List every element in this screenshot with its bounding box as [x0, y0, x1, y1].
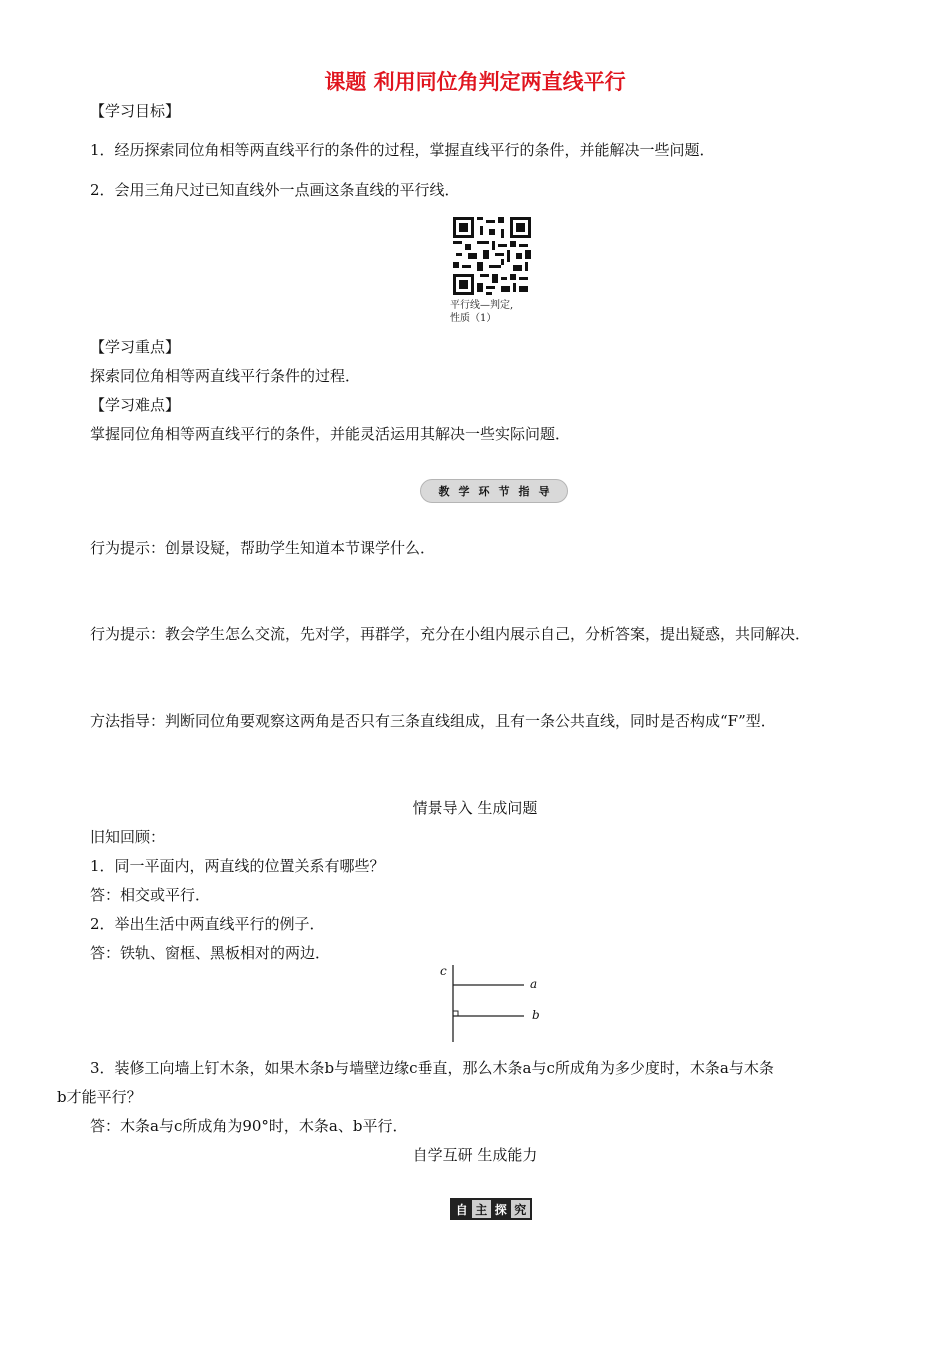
question-1: 1．同一平面内，两直线的位置关系有哪些？ [90, 857, 385, 875]
review-label: 旧知回顾： [90, 828, 166, 846]
key-points-heading: 【学习重点】 [90, 338, 181, 356]
answer-1: 答：相交或平行． [90, 886, 211, 904]
banner-char-1: 自 [452, 1200, 472, 1218]
label-b: b [532, 1008, 540, 1022]
banner-char-4: 究 [511, 1200, 531, 1218]
difficulties-text: 掌握同位角相等两直线平行的条件，并能灵活运用其解决一些实际问题． [90, 425, 571, 443]
qr-code-icon[interactable] [453, 217, 531, 295]
qr-caption-line1: 平行线—判定, [450, 300, 514, 311]
teaching-guide-banner [420, 479, 568, 503]
label-c: c [440, 964, 447, 978]
answer-2: 答：铁轨、窗框、黑板相对的两边． [90, 944, 331, 962]
banner-char-3: 探 [491, 1200, 511, 1218]
label-a: a [530, 977, 538, 991]
key-points-text: 探索同位角相等两直线平行条件的过程． [90, 367, 361, 385]
answer-3: 答：木条a与c所成角为90°时，木条a、b平行． [90, 1117, 408, 1135]
wall-strips-diagram [436, 962, 548, 1044]
goal-item-2: 2．会用三角尺过已知直线外一点画这条直线的平行线． [90, 181, 460, 199]
page-title: 课题 利用同位角判定两直线平行 [324, 70, 626, 94]
question-2: 2．举出生活中两直线平行的例子． [90, 915, 325, 933]
qr-caption-line2: 性质（1） [450, 313, 497, 324]
banner-char-2: 主 [472, 1200, 492, 1218]
hint-2: 行为提示：教会学生怎么交流，先对学，再群学，充分在小组内展示自己，分析答案，提出疑惑，共同解决． [90, 625, 811, 643]
hint-1: 行为提示：创景设疑，帮助学生知道本节课学什么． [90, 539, 436, 557]
method-guide: 方法指导：判断同位角要观察这两角是否只有三条直线组成，且有一条公共直线，同时是否构成“F”型． [90, 712, 776, 730]
question-3-line1: 3．装修工向墙上钉木条，如果木条b与墙壁边缘c垂直，那么木条a与c所成角为多少度时，木条a与木条 [90, 1059, 774, 1077]
section-heading-intro: 情景导入 生成问题 [412, 799, 538, 817]
goal-item-1: 1．经历探索同位角相等两直线平行的条件的过程，掌握直线平行的条件，并能解决一些问题． [90, 141, 715, 159]
difficulties-heading: 【学习难点】 [90, 396, 181, 414]
section-heading-self-study: 自学互研 生成能力 [412, 1146, 538, 1164]
question-3-line2: b才能平行？ [57, 1088, 142, 1106]
teaching-guide-label: 教学环节指导 [438, 485, 559, 498]
goals-heading: 【学习目标】 [90, 102, 181, 120]
self-explore-banner [450, 1198, 532, 1220]
